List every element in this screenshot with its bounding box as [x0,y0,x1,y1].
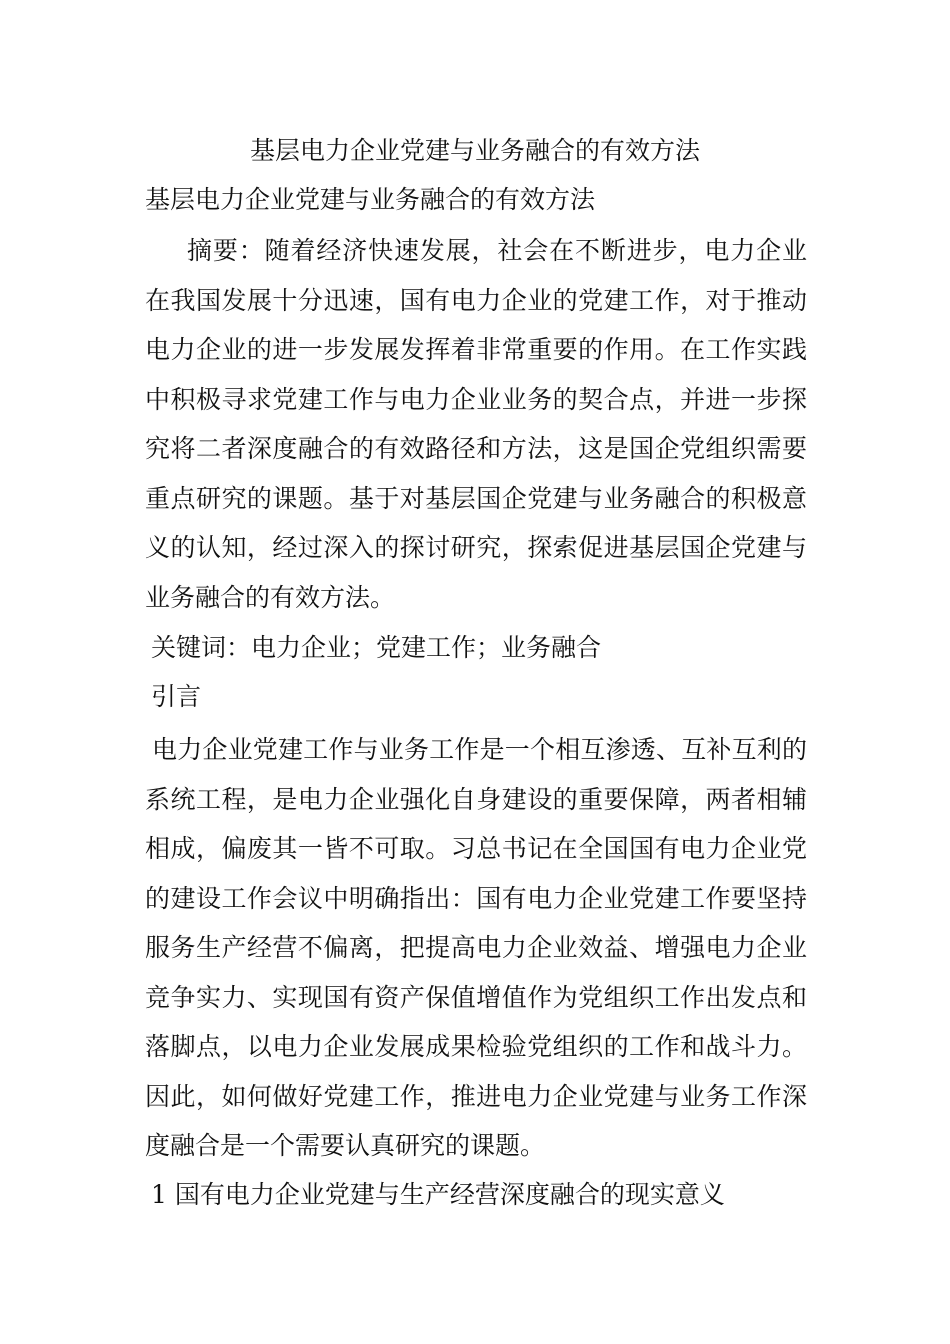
keywords-line: 关键词：电力企业；党建工作；业务融合 [151,633,602,662]
document-subtitle: 基层电力企业党建与业务融合的有效方法 [145,185,596,214]
intro-heading: 引言 [151,682,202,711]
intro-paragraph: 电力企业党建工作与业务工作是一个相互渗透、互补互利的系统工程，是电力企业强化自身建设的重要保障，两者相辅相成，偏废其一皆不可取。习总书记在全国国有电力企业党的建设工作会议中明确指出：国有电力企业党建工作要坚持服务生产经营不偏离，把提高电力企业效益、增强电力企业竞争实力、实现国有资产保值增值作为党组织工作出发点和落脚点，以电力企业发展成果检验党组织的工作和战斗力。因此，如何做好党建工作，推进电力企业党建与业务工作深度融合是一个需要认真研究的课题。 [145,735,807,1160]
document-title: 基层电力企业党建与业务融合的有效方法 [249,136,700,165]
abstract-paragraph: 摘要：随着经济快速发展，社会在不断进步，电力企业在我国发展十分迅速，国有电力企业的党建工作，对于推动电力企业的进一步发展发挥着非常重要的作用。在工作实践中积极寻求党建工作与电力企业业务的契合点，并进一步探究将二者深度融合的有效路径和方法，这是国企党组织需要重点研究的课题。基于对基层国企党建与业务融合的积极意义的认知，经过深入的探讨研究，探索促进基层国企党建与业务融合的有效方法。 [145,236,807,612]
section-heading: 1 国有电力企业党建与生产经营深度融合的现实意义 [151,1180,725,1209]
